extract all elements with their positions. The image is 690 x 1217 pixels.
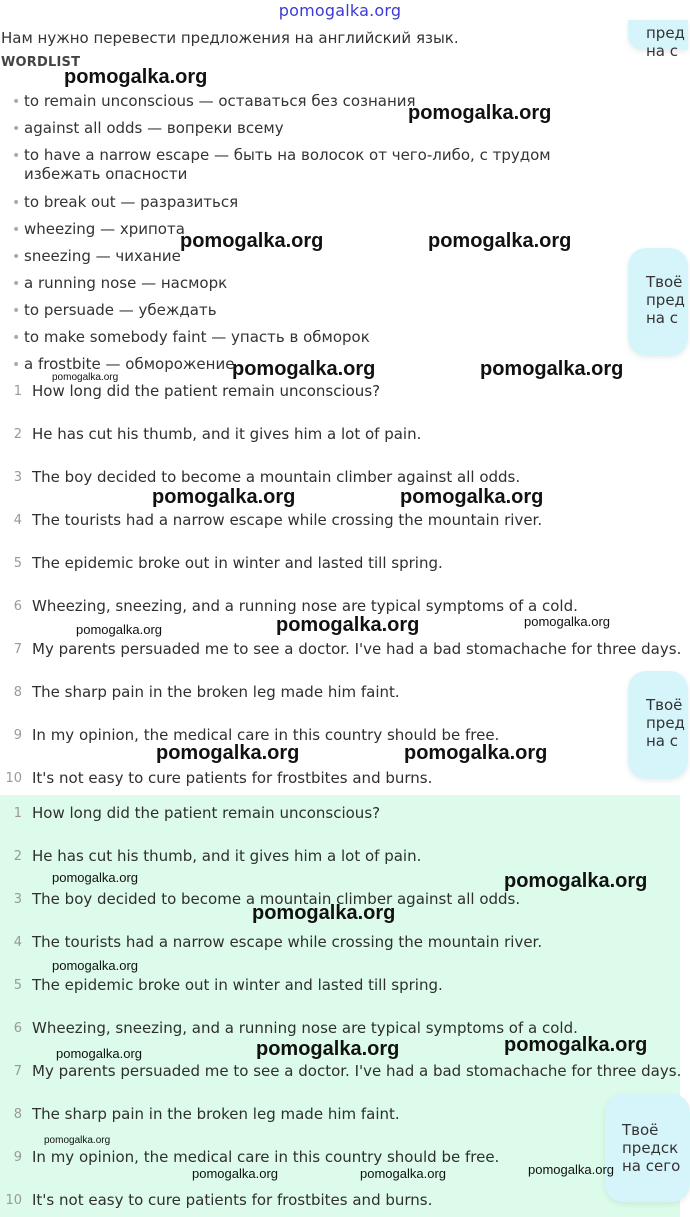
sentence-row: 9 In my opinion, the medical care in this country should be free. (13, 726, 500, 744)
wordlist-item: • wheezing — хрипота (12, 220, 185, 238)
sentence-row: 8 The sharp pain in the broken leg made him faint. (13, 683, 400, 701)
watermark: pomogalka.org (504, 1034, 648, 1056)
answer-row: 5 The epidemic broke out in winter and lasted till spring. (13, 976, 443, 994)
watermark: pomogalka.org (360, 1166, 446, 1181)
bullet-icon: • (12, 276, 21, 292)
watermark: pomogalka.org (76, 622, 162, 637)
answer-row: 3 The boy decided to become a mountain climber against all odds. (13, 890, 521, 908)
watermark: pomogalka.org (256, 1038, 400, 1060)
watermark: pomogalka.org (152, 486, 296, 508)
watermark: pomogalka.org (44, 1135, 111, 1146)
watermark: pomogalka.org (232, 358, 376, 380)
bullet-icon: • (12, 303, 21, 319)
answer-row: 10 It's not easy to cure patients for frostbites and burns. (5, 1191, 433, 1209)
watermark: pomogalka.org (64, 66, 208, 88)
bullet-icon: • (12, 249, 21, 265)
wordlist-item: • to persuade — убеждать (12, 301, 217, 319)
watermark: pomogalka.org (428, 230, 572, 252)
chat-bubble[interactable]: Твоё пред на с (628, 671, 688, 779)
intro-text: Нам нужно перевести предложения на английский язык. (1, 29, 459, 47)
watermark: pomogalka.org (252, 902, 396, 924)
wordlist-item: • a running nose — насморк (12, 274, 228, 292)
wordlist-item: • a frostbite — обморожение (12, 355, 235, 373)
bullet-icon: • (12, 330, 21, 346)
watermark: pomogalka.org (400, 486, 544, 508)
watermark: pomogalka.org (52, 372, 119, 383)
bullet-icon: • (12, 357, 21, 373)
watermark: pomogalka.org (404, 742, 548, 764)
wordlist-item: • to break out — разразиться (12, 193, 239, 211)
answer-row: 4 The tourists had a narrow escape while crossing the mountain river. (13, 933, 543, 951)
watermark: pomogalka.org (480, 358, 624, 380)
sentence-row: 1 How long did the patient remain unconscious? (13, 382, 381, 400)
watermark: pomogalka.org (504, 870, 648, 892)
bullet-icon: • (12, 195, 21, 211)
wordlist-item: • to have a narrow escape — быть на волосок от чего-либо, с трудом избежать опасности (12, 146, 551, 183)
watermark: pomogalka.org (52, 870, 138, 885)
wordlist-heading: WORDLIST (1, 55, 81, 70)
watermark: pomogalka.org (524, 614, 610, 629)
bullet-icon: • (12, 148, 21, 164)
sentence-row: 7 My parents persuaded me to see a doctor. I've had a bad stomachache for three days. (13, 640, 682, 658)
watermark: pomogalka.org (180, 230, 324, 252)
chat-bubble[interactable]: Твоё пред на с (628, 248, 688, 356)
bullet-icon: • (12, 222, 21, 238)
answer-row: 9 In my opinion, the medical care in this country should be free. (13, 1148, 500, 1166)
answer-row: 1 How long did the patient remain unconscious? (13, 804, 381, 822)
chat-bubble[interactable]: пред на с (628, 20, 688, 50)
chat-bubble[interactable]: Твоё предск на сего (605, 1094, 690, 1202)
wordlist-item: • to remain unconscious — оставаться без сознания (12, 92, 416, 110)
answer-row: 7 My parents persuaded me to see a doctor. I've had a bad stomachache for three days. (13, 1062, 682, 1080)
wordlist-item: • against all odds — вопреки всему (12, 119, 284, 137)
sentence-row: 4 The tourists had a narrow escape while crossing the mountain river. (13, 511, 543, 529)
watermark: pomogalka.org (408, 102, 552, 124)
sentence-row: 2 He has cut his thumb, and it gives him a lot of pain. (13, 425, 422, 443)
wordlist-item: • to make somebody faint — упасть в обморок (12, 328, 370, 346)
bullet-icon: • (12, 121, 21, 137)
wordlist-item: • sneezing — чихание (12, 247, 181, 265)
watermark: pomogalka.org (276, 614, 420, 636)
sentence-row: 5 The epidemic broke out in winter and lasted till spring. (13, 554, 443, 572)
sentence-row: 6 Wheezing, sneezing, and a running nose are typical symptoms of a cold. (13, 597, 578, 615)
sentence-row: 3 The boy decided to become a mountain climber against all odds. (13, 468, 521, 486)
bullet-icon: • (12, 94, 21, 110)
answer-row: 2 He has cut his thumb, and it gives him a lot of pain. (13, 847, 422, 865)
answer-row: 8 The sharp pain in the broken leg made him faint. (13, 1105, 400, 1123)
site-link[interactable]: pomogalka.org (278, 1, 402, 20)
watermark: pomogalka.org (52, 958, 138, 973)
sentence-row: 10 It's not easy to cure patients for frostbites and burns. (5, 769, 433, 787)
watermark: pomogalka.org (528, 1162, 614, 1177)
watermark: pomogalka.org (192, 1166, 278, 1181)
watermark: pomogalka.org (56, 1046, 142, 1061)
answer-row: 6 Wheezing, sneezing, and a running nose are typical symptoms of a cold. (13, 1019, 578, 1037)
watermark: pomogalka.org (156, 742, 300, 764)
